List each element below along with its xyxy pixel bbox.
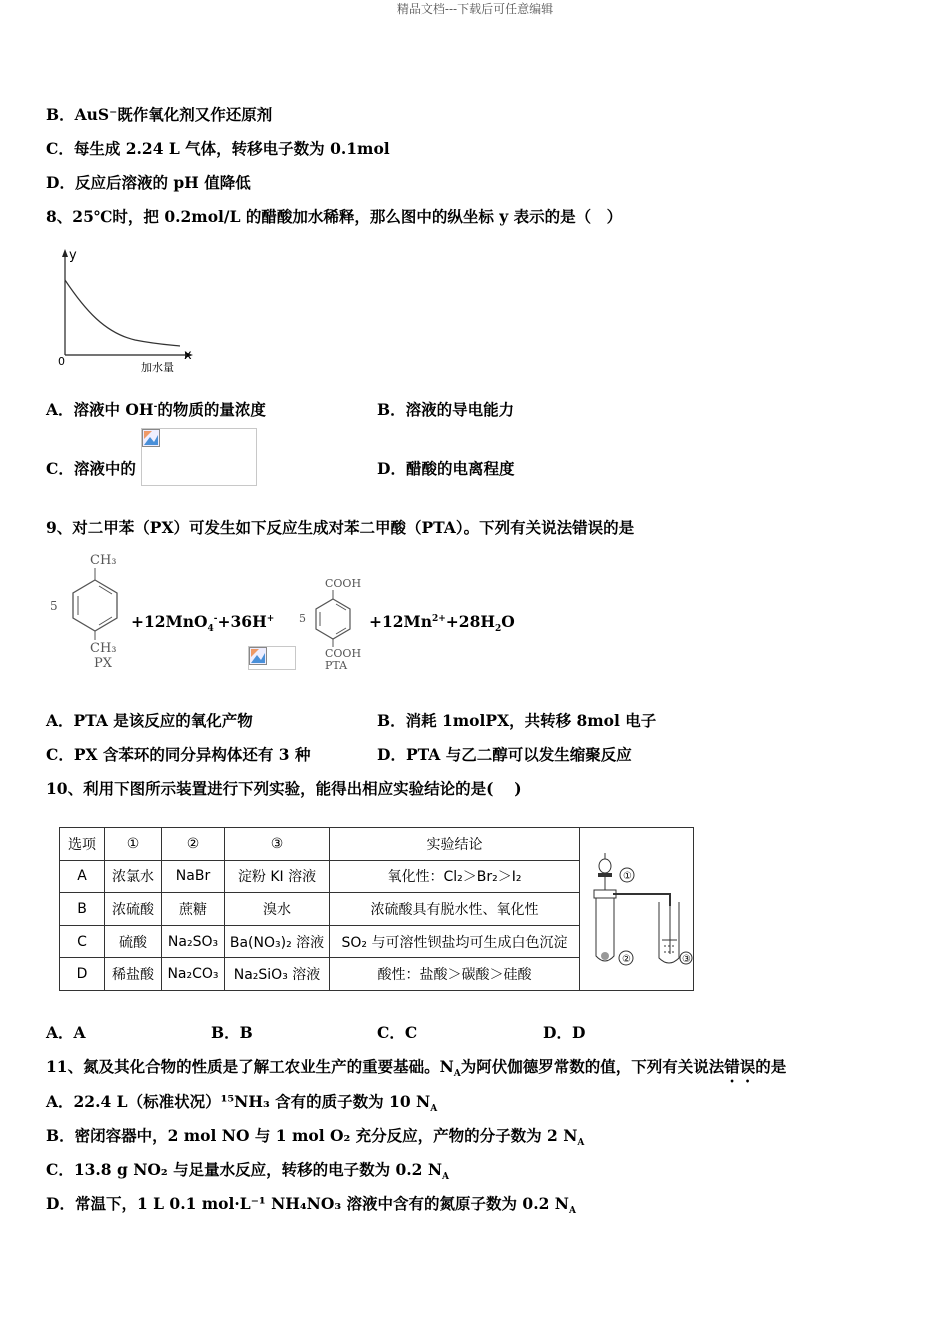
table-row: D 稀盐酸 Na₂CO₃ Na₂SiO₃ 溶液 酸性：盐酸＞碳酸＞硅酸 <box>60 958 694 991</box>
y-axis-arrow <box>62 249 68 257</box>
label-2: ② <box>622 954 631 965</box>
q9-products: $+12Mn^{2+}+28H_2O$ <box>369 612 515 635</box>
pta-carboxyl-top: COOH <box>325 577 362 590</box>
q8-option-a: A．溶液中 OH-的物质的量浓度 <box>46 400 266 419</box>
curve <box>65 280 180 346</box>
q11-option-b: B．密闭容器中，2 mol NO 与 1 mol O₂ 充分反应，产物的分子数为 2 $N_A$ <box>46 1126 585 1149</box>
q9-stem: 9、对二甲苯（PX）可发生如下反应生成对苯二甲酸（PTA）。下列有关说法错误的是 <box>46 518 635 537</box>
q8-dilution-graph <box>55 245 200 375</box>
q9-reagents: +12MnO$_4$-+36H+ <box>131 612 275 635</box>
q8-stem: 8、25℃时，把 0.2mol/L 的醋酸加水稀释，那么图中的纵坐标 y 表示的是（ ） <box>46 207 623 226</box>
q11-stem: 11、氮及其化合物的性质是了解工农业生产的重要基础。$N_A$为阿伏伽德罗常数的值，下列有关说法错误的是 <box>46 1057 787 1080</box>
q9-option-c: C．PX 含苯环的同分异构体还有 3 种 <box>46 745 311 764</box>
q10-option-d: D．D <box>543 1023 586 1042</box>
header-cell: 选项 <box>60 828 105 861</box>
origin-label: 0 <box>58 355 65 368</box>
header-cell: 实验结论 <box>330 828 580 861</box>
x-caption: 加水量 <box>141 361 174 374</box>
broken-image-placeholder <box>141 428 257 486</box>
table-header-row <box>60 828 694 861</box>
x-label: x <box>184 348 192 363</box>
q10-option-b: B．B <box>211 1023 253 1042</box>
y-label: y <box>69 248 77 263</box>
q10-experiment-table <box>59 827 694 991</box>
px-label: PX <box>94 656 113 671</box>
pta-structure <box>297 573 372 673</box>
q9-option-b: B．消耗 1molPX，共转移 8mol 电子 <box>377 711 657 730</box>
q10-option-c: C．C <box>377 1023 418 1042</box>
header-cell: ③ <box>225 828 330 861</box>
label-1: ① <box>623 871 632 882</box>
table-row: C 硫酸 Na₂SO₃ Ba(NO₃)₂ 溶液 SO₂ 与可溶性钡盐均可生成白色沉淀 <box>60 925 694 958</box>
benzene-ring <box>73 580 117 631</box>
px-structure <box>45 548 130 673</box>
q8-option-b: B．溶液的导电能力 <box>377 400 515 419</box>
apparatus-cell <box>580 828 694 991</box>
broken-image-icon <box>142 429 160 447</box>
pta-coefficient: 5 <box>299 612 306 625</box>
q11-option-a: A．22.4 L（标准状况）¹⁵NH₃ 含有的质子数为 10 $N_A$ <box>46 1092 438 1115</box>
apparatus-diagram <box>580 828 693 986</box>
broken-image-placeholder-2 <box>248 646 296 670</box>
pta-carboxyl-bottom: COOH <box>325 647 362 660</box>
benzene-ring <box>316 599 350 639</box>
page-header: 精品文档---下载后可任意编辑 <box>396 2 554 16</box>
q9-option-a: A．PTA 是该反应的氧化产物 <box>46 711 253 730</box>
px-coefficient: 5 <box>50 599 58 613</box>
table-row: A 浓氯水 NaBr 淀粉 KI 溶液 氧化性：Cl₂＞Br₂＞I₂ <box>60 860 694 893</box>
header-cell: ① <box>105 828 162 861</box>
q10-option-a: A．A <box>46 1023 86 1042</box>
px-methyl-bottom: CH₃ <box>90 641 117 656</box>
px-methyl-top: CH₃ <box>90 553 117 568</box>
q9-option-d: D．PTA 与乙二醇可以发生缩聚反应 <box>377 745 632 764</box>
label-3: ③ <box>682 954 691 965</box>
q7-option-b: B．AuS⁻既作氧化剂又作还原剂 <box>46 105 273 124</box>
emphasized-word: 错误 <box>724 1057 756 1076</box>
header-cell: ② <box>162 828 225 861</box>
q7-option-d: D．反应后溶液的 pH 值降低 <box>46 173 251 192</box>
q11-option-c: C．13.8 g NO₂ 与足量水反应，转移的电子数为 0.2 $N_A$ <box>46 1160 449 1183</box>
q8-option-d: D．醋酸的电离程度 <box>377 459 515 478</box>
q8-option-c: C．溶液中的 <box>46 459 136 478</box>
pta-label: PTA <box>325 659 348 672</box>
broken-image-icon <box>249 647 267 665</box>
q10-stem: 10、利用下图所示装置进行下列实验，能得出相应实验结论的是( ) <box>46 779 522 798</box>
table-row: B 浓硫酸 蔗糖 溴水 浓硫酸具有脱水性、氧化性 <box>60 893 694 926</box>
q11-option-d: D．常温下，1 L 0.1 mol·L⁻¹ NH₄NO₃ 溶液中含有的氮原子数为 0.2 $N_A$ <box>46 1194 576 1217</box>
q7-option-c: C．每生成 2.24 L 气体，转移电子数为 0.1mol <box>46 139 390 158</box>
